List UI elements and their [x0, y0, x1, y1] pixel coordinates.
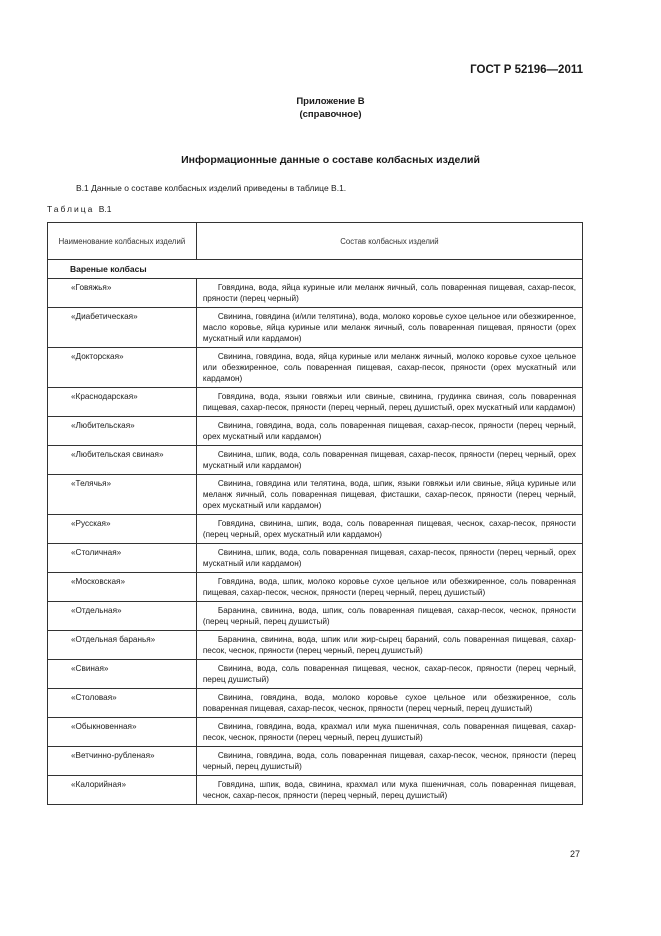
table-caption	[47, 204, 111, 214]
composition-cell	[196, 279, 582, 308]
composition-text: Свинина, говядина, вода, соль поваренная пищевая, сахар-песок, чеснок, пряности (перец черный, перец душистый)	[202, 751, 576, 771]
table-caption-number: В.1	[98, 204, 112, 214]
table-row	[48, 348, 583, 388]
composition-text: Говядина, вода, языки говяжьи или свиные, свинина, грудинка свиная, соль поваренная пищевая, сахар-песок, пряности (перец черный, перец душистый, орех мускатный или кардамон)	[202, 392, 576, 412]
product-name-cell: «Ветчинно-рубленая»	[48, 747, 197, 776]
header-composition: Состав колбасных изделий	[196, 223, 582, 260]
product-name-cell: «Свиная»	[48, 660, 197, 689]
composition-text: Свинина, говядина или телятина, вода, шпик, языки говяжьи или свиные, яйца куриные или меланж яичный, соль поваренная пищевая, фисташки, сахар-песок, пряности (перец черный, орех мускатный или кардамон)	[202, 479, 576, 510]
composition-cell	[196, 446, 582, 475]
table-row	[48, 279, 583, 308]
composition-text: Говядина, вода, шпик, молоко коровье сухое цельное или обезжиренное, соль поваренная пищевая, сахар-песок, чеснок, пряности (перец черный, перец душистый)	[202, 577, 576, 597]
product-name-cell: «Русская»	[48, 515, 197, 544]
table-row	[48, 660, 583, 689]
composition-cell	[196, 417, 582, 446]
product-name-cell: «Любительская свиная»	[48, 446, 197, 475]
product-name-cell: «Отдельная баранья»	[48, 631, 197, 660]
composition-text: Баранина, свинина, вода, шпик или жир-сырец бараний, соль поваренная пищевая, сахар-песок, чеснок, пряности (перец черный, перец душистый)	[202, 635, 576, 655]
header-product-name: Наименование колбасных изделий	[48, 223, 197, 260]
product-name-cell: «Обыкновенная»	[48, 718, 197, 747]
table-caption-word: Таблица	[47, 204, 95, 214]
product-name-cell: «Докторская»	[48, 348, 197, 388]
composition-text: Баранина, свинина, вода, шпик, соль поваренная пищевая, сахар-песок, чеснок, пряности (перец черный, перец душистый)	[202, 606, 576, 626]
standard-number: ГОСТ Р 52196—2011	[470, 64, 583, 76]
table-row	[48, 544, 583, 573]
composition-cell	[196, 631, 582, 660]
table-row	[48, 475, 583, 515]
composition-cell	[196, 475, 582, 515]
composition-cell	[196, 718, 582, 747]
table-row	[48, 417, 583, 446]
composition-cell	[196, 660, 582, 689]
intro-paragraph: В.1 Данные о составе колбасных изделий приведены в таблице В.1.	[76, 183, 347, 193]
composition-text: Свинина, вода, соль поваренная пищевая, чеснок, сахар-песок, пряности (перец черный, перец душистый)	[202, 664, 576, 684]
composition-text: Свинина, говядина, вода, яйца куриные или меланж яичный, молоко коровье сухое цельное или обезжиренное, соль поваренная пищевая, сахар-песок, пряности (орех мускатный или кардамон)	[202, 352, 576, 383]
product-name-cell: «Краснодарская»	[48, 388, 197, 417]
table-row	[48, 573, 583, 602]
product-name-cell: «Московская»	[48, 573, 197, 602]
table-row	[48, 747, 583, 776]
composition-table	[47, 222, 583, 805]
table-header-row	[48, 223, 583, 260]
table-row	[48, 631, 583, 660]
composition-cell	[196, 515, 582, 544]
table-row	[48, 689, 583, 718]
composition-text: Свинина, говядина (и/или телятина), вода, молоко коровье сухое цельное или обезжиренное, масло коровье, яйца куриные или меланж яичный, соль поваренная пищевая, пряности (орех мускатный или кардамон)	[202, 312, 576, 343]
table-row	[48, 602, 583, 631]
document-title: Информационные данные о составе колбасных изделий	[181, 154, 480, 166]
composition-text: Говядина, шпик, вода, свинина, крахмал или мука пшеничная, соль поваренная пищевая, чеснок, сахар-песок, пряности (перец черный, перец душистый)	[202, 780, 576, 800]
composition-text: Свинина, говядина, вода, соль поваренная пищевая, сахар-песок, пряности (перец черный, орех мускатный или кардамон)	[202, 421, 576, 441]
product-name-cell: «Столичная»	[48, 544, 197, 573]
composition-cell	[196, 388, 582, 417]
table-row	[48, 718, 583, 747]
page-number: 27	[570, 849, 581, 859]
composition-cell	[196, 689, 582, 718]
product-name-cell: «Телячья»	[48, 475, 197, 515]
table-row	[48, 388, 583, 417]
section-row	[48, 260, 583, 279]
product-name-cell: «Диабетическая»	[48, 308, 197, 348]
composition-cell	[196, 348, 582, 388]
table-row	[48, 308, 583, 348]
composition-cell	[196, 573, 582, 602]
composition-text: Говядина, свинина, шпик, вода, соль поваренная пищевая, чеснок, сахар-песок, пряности (перец черный, орех мускатный или кардамон)	[202, 519, 576, 539]
product-name-cell: «Столовая»	[48, 689, 197, 718]
table-row	[48, 515, 583, 544]
product-name-cell: «Говяжья»	[48, 279, 197, 308]
annex-title: Приложение В	[296, 96, 365, 107]
composition-cell	[196, 602, 582, 631]
section-title: Вареные колбасы	[48, 260, 583, 279]
composition-text: Говядина, вода, яйца куриные или меланж яичный, соль поваренная пищевая, сахар-песок, пряности (перец черный)	[202, 283, 576, 303]
table-row	[48, 776, 583, 805]
composition-cell	[196, 308, 582, 348]
composition-text: Свинина, шпик, вода, соль поваренная пищевая, сахар-песок, пряности (перец черный, орех мускатный или кардамон)	[202, 548, 576, 568]
product-name-cell: «Любительская»	[48, 417, 197, 446]
annex-subtitle: (справочное)	[299, 109, 362, 120]
composition-cell	[196, 747, 582, 776]
table-row	[48, 446, 583, 475]
composition-cell	[196, 776, 582, 805]
product-name-cell: «Отдельная»	[48, 602, 197, 631]
composition-text: Свинина, говядина, вода, молоко коровье сухое цельное или обезжиренное, соль поваренная пищевая, сахар-песок, чеснок, пряности (перец черный, перец душистый)	[202, 693, 576, 713]
product-name-cell: «Калорийная»	[48, 776, 197, 805]
composition-text: Свинина, шпик, вода, соль поваренная пищевая, сахар-песок, пряности (перец черный, орех мускатный или кардамон)	[202, 450, 576, 470]
composition-text: Свинина, говядина, вода, крахмал или мука пшеничная, соль поваренная пищевая, сахар-песок, чеснок, пряности (перец черный, перец душистый)	[202, 722, 576, 742]
composition-cell	[196, 544, 582, 573]
